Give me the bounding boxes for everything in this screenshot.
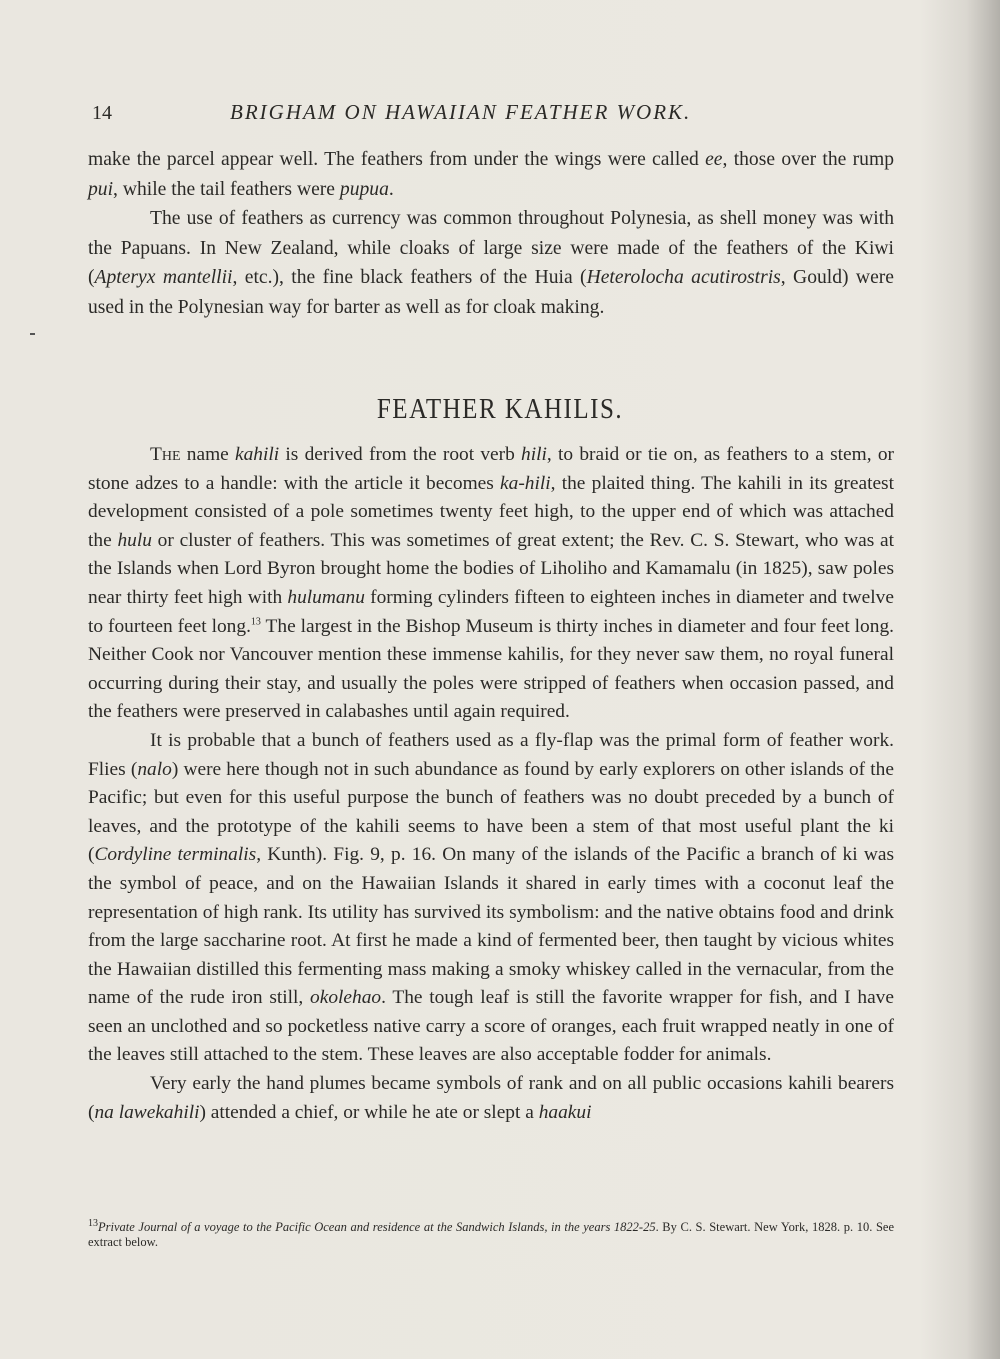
paragraph-currency: The use of feathers as currency was common throughout Polynesia, as shell money was with the Papuans. In New Zealand, while cloaks of large size were made of the feathers of the Kiwi (Apteryx mantellii, etc.), the fine black feathers of the Huia (Heterolocha acutirostris, Gould) were used in the Polynesian way for barter as well as for cloak making. xyxy=(88,208,894,318)
ink-speck xyxy=(30,333,35,335)
footnote: $^{13}$Private Journal of a voyage to the Pacific Ocean and residence at the Sandwich Islands, in the years 1822-25. By C. S. Stewart. New York, 1828. p. 10. See extract below. xyxy=(88,1217,894,1249)
paragraph-hand-plumes: Very early the hand plumes became symbols of rank and on all public occasions kahili bearers (na lawekahili) attended a chief, or while he ate or slept a haakui xyxy=(88,1073,894,1123)
paragraph-parcel: make the parcel appear well. The feathers from under the wings were called ee, those over the rump pui, while the tail feathers were pupua. xyxy=(88,149,895,200)
section-heading: FEATHER KAHILIS. xyxy=(376,394,624,425)
page-header xyxy=(92,100,882,130)
paragraph-kahili-name: The name kahili is derived from the root verb hili, to braid or tie on, as feathers to a stem, or stone adzes to a handle: with the article it becomes ka-hili, the plaited thing. The kahili in its greatest development consisted of a pole sometimes twenty feet high, to the upper end of which was attached the hulu or cluster of feathers. This was sometimes of great extent; the Rev. C. S. Stewart, who was at the Islands when Lord Byron brought home the bodies of Liholiho and Kamamalu (in 1825), saw poles near thirty feet high with hulumanu forming cylinders fifteen to eighteen inches in diameter and twelve to fourteen feet long.$^{13}$ The largest in the Bishop Museum is thirty inches in diameter and four feet long. Neither Cook nor Vancouver mention these immense kahilis, for they never saw them, no royal funeral occurring during their stay, and usually the poles were stripped of feathers when occasion passed, and the feathers were preserved in calabashes until again required. xyxy=(88,444,894,723)
page-number: 14 xyxy=(92,102,112,124)
footnote-ref[interactable]: 13 xyxy=(250,616,261,628)
footnote-number: 13 xyxy=(88,1217,98,1229)
text-block-currency xyxy=(88,145,894,323)
running-title: BRIGHAM ON HAWAIIAN FEATHER WORK. xyxy=(230,100,692,124)
page-gutter-shadow xyxy=(966,0,1000,1359)
text-block-kahilis xyxy=(88,441,894,1127)
paragraph-fly-flap: It is probable that a bunch of feathers used as a fly-flap was the primal form of feather work. Flies (nalo) were here though not in such abundance as found by early explorers on other islands of the Pacific; but even for this useful purpose the bunch of feathers was no doubt preceded by a bunch of leaves, and the prototype of the kahili seems to have been a stem of that most useful plant the ki (Cordyline terminalis, Kunth). Fig. 9, p. 16. On many of the islands of the Pacific a branch of ki was the symbol of peace, and on the Hawaiian Islands it shared in early times with a coconut leaf the representation of high rank. Its utility has survived its symbolism: and the native obtains food and drink from the large saccharine root. At first he made a kind of fermented beer, then taught by vicious whites the Hawaiian distilled this fermenting mass making a smoky whiskey called in the vernacular, from the name of the rude iron still, okolehao. The tough leaf is still the favorite wrapper for fish, and I have seen an unclothed and so pocketless native carry a score of oranges, each fruit wrapped neatly in one of the leaves still attached to the stem. These leaves are also acceptable fodder for animals. xyxy=(88,729,895,1066)
